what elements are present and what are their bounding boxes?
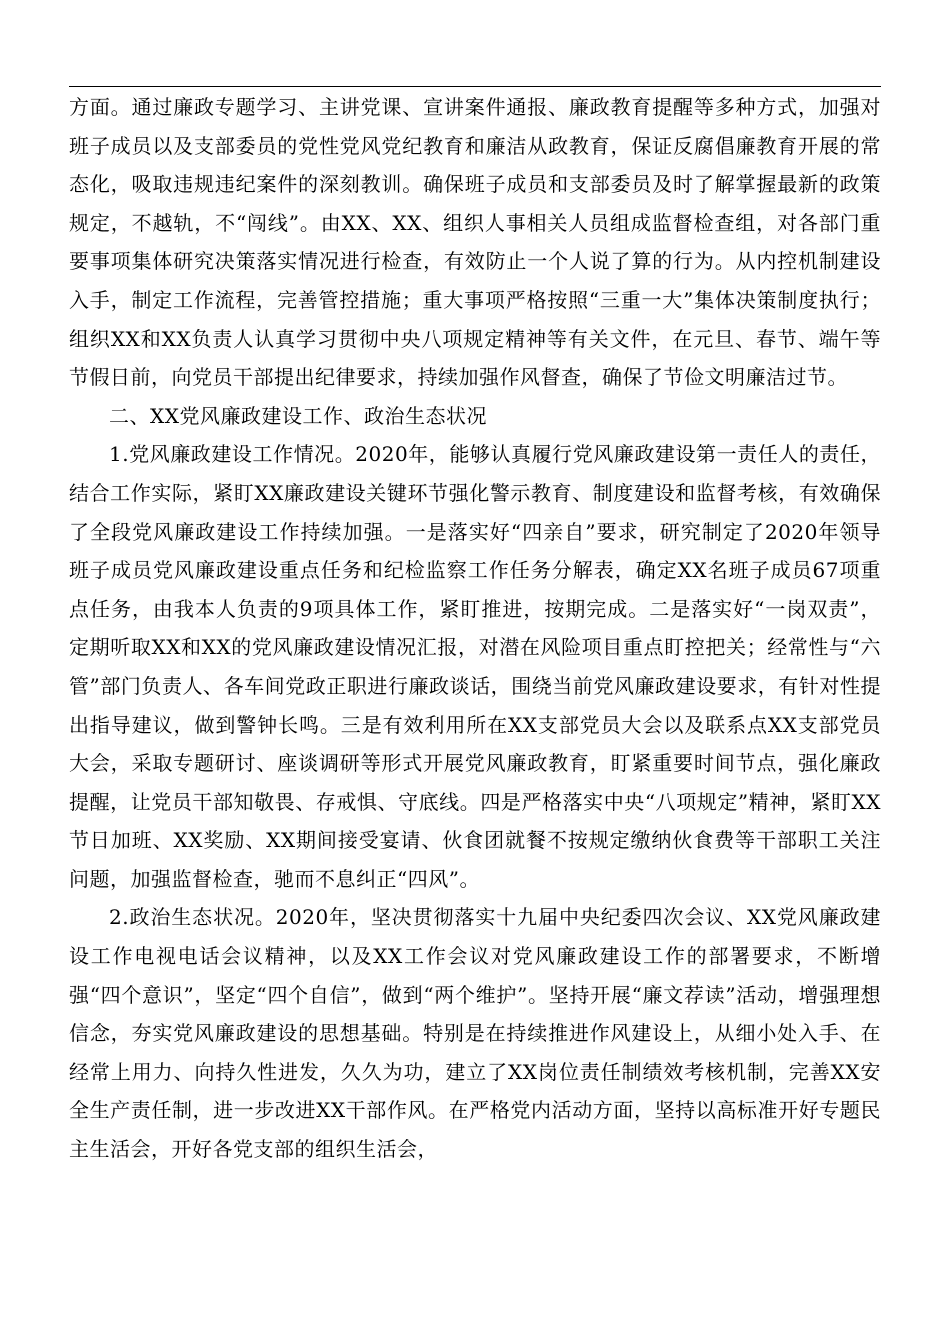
paragraph-item-2: 2.政治生态状况。2020年，坚决贯彻落实十九届中央纪委四次会议、XX党风廉政建设工作电视电话会议精神，以及XX工作会议对党风廉政建设工作的部署要求，不断增强“四个意识”，坚定“四个自信”，做到“两个维护”。坚持开展“廉文荐读”活动，增强理想信念，夯实党风廉政建设的思想基础。特别是在持续推进作风建设上，从细小处入手、在经常上用力、向持久性进发，久久为功，建立了XX岗位责任制绩效考核机制，完善XX安全生产责任制，进一步改进XX干部作风。在严格党内活动方面，坚持以高标准开好专题民主生活会，开好各党支部的组织生活会， — [69, 905, 881, 1162]
paragraph-item-1: 1.党风廉政建设工作情况。2020年，能够认真履行党风廉政建设第一责任人的责任，结合工作实际，紧盯XX廉政建设关键环节强化警示教育、制度建设和监督考核，有效确保了全段党风廉政建设工作持续加强。一是落实好“四亲自”要求，研究制定了2020年领导班子成员党风廉政建设重点任务和纪检监察工作任务分解表，确定XX名班子成员67项重点任务，由我本人负责的9项具体工作，紧盯推进，按期完成。二是落实好“一岗双责”，定期听取XX和XX的党风廉政建设情况汇报，对潜在风险项目重点盯控把关；经常性与“六管”部门负责人、各车间党政正职进行廉政谈话，围绕当前党风廉政建设要求，有针对性提出指导建议，做到警钟长鸣。三是有效利用所在XX支部党员大会以及联系点XX支部党员大会，采取专题研讨、座谈调研等形式开展党风廉政教育，盯紧重要时间节点，强化廉政提醒，让党员干部知敬畏、存戒惧、守底线。四是严格落实中央“八项规定”精神，紧盯XX节日加班、XX奖励、XX期间接受宴请、伙食团就餐不按规定缴纳伙食费等干部职工关注问题，加强监督检查，驰而不息纠正“四风”。 — [69, 442, 881, 891]
paragraph-continued: 方面。通过廉政专题学习、主讲党课、宣讲案件通报、廉政教育提醒等多种方式，加强对班子成员以及支部委员的党性党风党纪教育和廉洁从政教育，保证反腐倡廉教育开展的常态化，吸取违规违纪案件的深刻教训。确保班子成员和支部委员及时了解掌握最新的政策规定，不越轨，不“闯线”。由XX、XX、组织人事相关人员组成监督检查组，对各部门重要事项集体研究决策落实情况进行检查，有效防止一个人说了算的行为。从内控机制建设入手，制定工作流程，完善管控措施；重大事项严格按照“三重一大”集体决策制度执行；组织XX和XX负责人认真学习贯彻中央八项规定精神等有关文件，在元旦、春节、端午等节假日前，向党员干部提出纪律要求，持续加强作风督查，确保了节俭文明廉洁过节。 — [69, 95, 881, 390]
document-body — [69, 88, 881, 1169]
section-heading: 二、XX党风廉政建设工作、政治生态状况 — [109, 403, 487, 428]
header-rule — [69, 86, 881, 87]
